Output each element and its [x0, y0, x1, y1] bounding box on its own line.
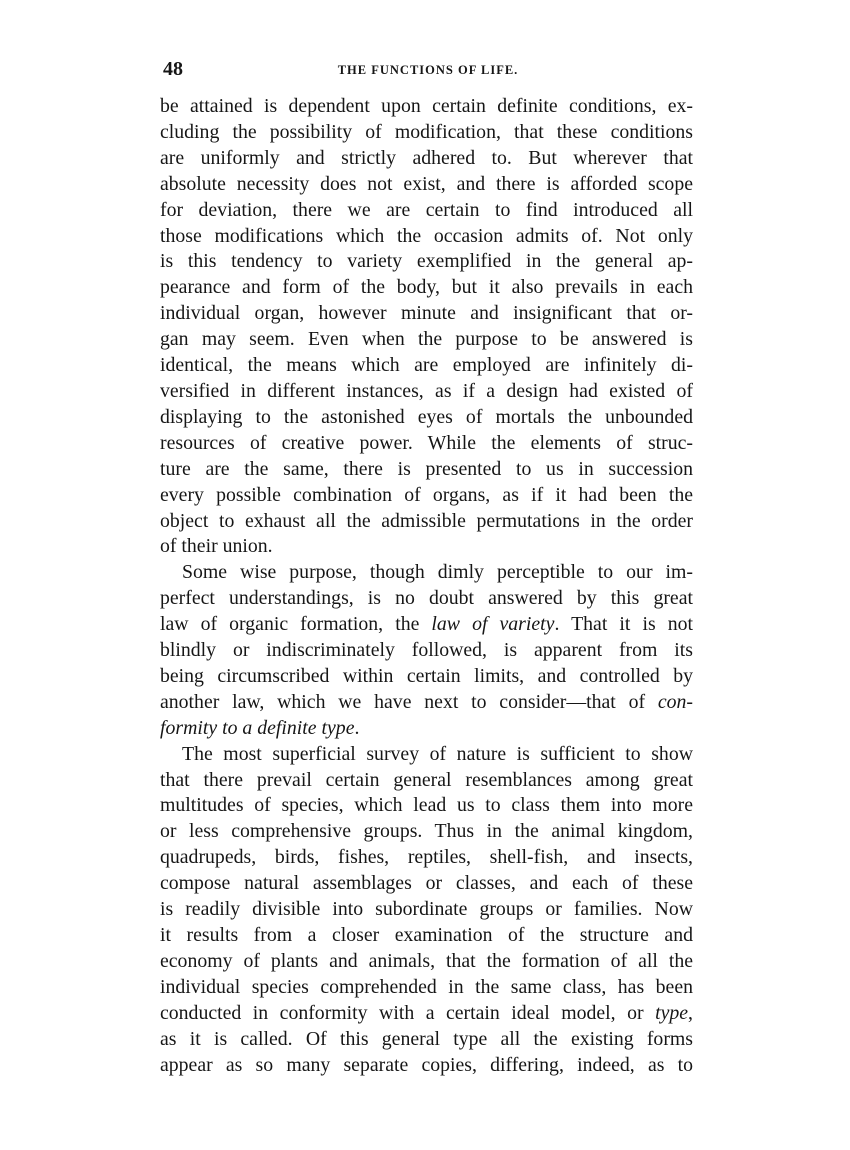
text-line: compose natural assemblages or classes, and each of these	[160, 872, 693, 895]
text-run: .	[354, 716, 360, 739]
text-line: that there prevail certain general resemblances among great	[160, 768, 693, 791]
text-line: those modifications which the occasion admits of. Not only	[160, 224, 693, 247]
running-title: THE FUNCTIONS OF LIFE.	[337, 63, 519, 77]
text-line	[160, 716, 693, 742]
text-line: appear as so many separate copies, differing, indeed, as to	[160, 1053, 693, 1076]
text-line	[160, 612, 693, 638]
text-line: for deviation, there we are certain to find introduced all	[160, 198, 693, 221]
text-line: is readily divisible into subordinate groups or families. Now	[160, 898, 693, 921]
text-line: individual species comprehended in the same class, has been	[160, 975, 693, 998]
text-line: resources of creative power. While the elements of struc-	[160, 431, 693, 454]
text-run: ,	[688, 1001, 693, 1024]
text-line: object to exhaust all the admissible permutations in the order	[160, 509, 693, 532]
text-line: displaying to the astonished eyes of mortals the unbounded	[160, 405, 693, 428]
page-header	[163, 58, 693, 88]
italic-term: type	[655, 1001, 689, 1024]
text-line: of their union.	[160, 535, 273, 558]
text-run: . That it is not	[554, 613, 693, 636]
text-line: Some wise purpose, though dimly perceptible to our im-	[182, 561, 693, 584]
body-text	[160, 94, 693, 1078]
text-line: identical, the means which are employed are infinitely di-	[160, 354, 693, 377]
text-line: every possible combination of organs, as if it had been the	[160, 483, 693, 506]
text-line: be attained is dependent upon certain definite conditions, ex-	[160, 95, 693, 117]
text-line: as it is called. Of this general type all the existing forms	[160, 1027, 693, 1050]
text-line: it results from a closer examination of the structure and	[160, 924, 693, 946]
text-line: The most superficial survey of nature is sufficient to show	[182, 742, 693, 765]
text-line: individual organ, however minute and insignificant that or-	[160, 302, 693, 325]
text-run: another law, which we have next to consider—that of	[160, 690, 658, 713]
text-line: cluding the possibility of modification, that these conditions	[160, 120, 693, 143]
italic-term: formity to a definite type	[160, 716, 355, 739]
text-line: quadrupeds, birds, fishes, reptiles, shell-fish, and insects,	[160, 846, 693, 869]
text-run: conducted in conformity with a certain ideal model, or	[160, 1001, 656, 1024]
text-line	[160, 1001, 693, 1027]
text-line: absolute necessity does not exist, and there is afforded scope	[160, 172, 693, 195]
page-number: 48	[163, 58, 183, 80]
italic-term: con-	[657, 690, 693, 713]
text-run: law of organic formation, the	[160, 613, 432, 636]
text-line: is this tendency to variety exemplified in the general ap-	[160, 250, 693, 273]
text-line: or less comprehensive groups. Thus in the animal kingdom,	[160, 820, 693, 843]
text-line: being circumscribed within certain limits, and controlled by	[160, 664, 693, 687]
text-line: perfect understandings, is no doubt answered by this great	[160, 587, 693, 610]
text-line: versified in different instances, as if a design had existed of	[160, 379, 693, 402]
text-line	[160, 690, 693, 716]
text-line: multitudes of species, which lead us to class them into more	[160, 794, 693, 817]
text-line: pearance and form of the body, but it also prevails in each	[160, 276, 693, 299]
italic-term: law of variety	[431, 613, 555, 636]
text-line: ture are the same, there is presented to us in succession	[160, 457, 693, 480]
text-line: gan may seem. Even when the purpose to be answered is	[160, 328, 693, 351]
text-line: are uniformly and strictly adhered to. But wherever that	[160, 146, 693, 169]
text-line: economy of plants and animals, that the formation of all the	[160, 949, 693, 972]
text-line: blindly or indiscriminately followed, is apparent from its	[160, 639, 693, 662]
